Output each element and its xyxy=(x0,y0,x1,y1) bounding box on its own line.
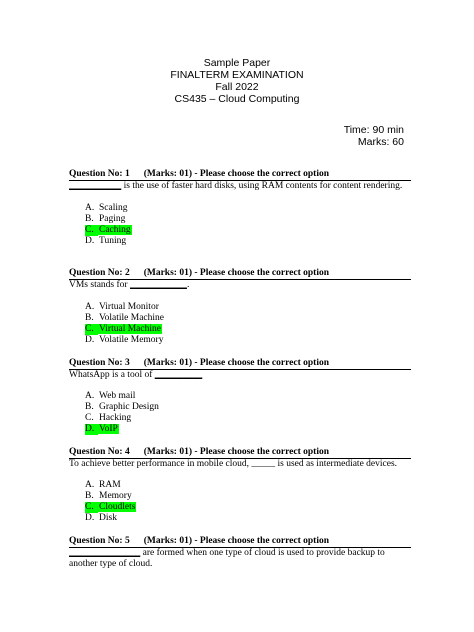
question-5-text: _______________ are formed when one type of cloud is used to provide backup to another type of cloud. xyxy=(69,548,385,569)
answer-blank: _______________ xyxy=(69,548,141,558)
question-4-option-d[interactable]: D. Disk xyxy=(85,513,117,523)
question-3-text: WhatsApp is a tool of __________ xyxy=(69,370,203,380)
question-4-option-b[interactable]: B. Memory xyxy=(85,491,132,501)
exam-title: FINALTERM EXAMINATION xyxy=(170,69,304,81)
exam-time: Time: 90 min xyxy=(343,124,404,136)
question-3-option-c[interactable]: C. Hacking xyxy=(85,413,132,423)
question-1-text: ___________ is the use of faster hard disks, using RAM contents for content rendering. xyxy=(69,181,403,191)
question-3-option-b[interactable]: B. Graphic Design xyxy=(85,402,159,412)
question-3-option-d-selected[interactable]: D. VoIP xyxy=(85,424,118,434)
question-marks: (Marks: 01) - Please choose the correct option xyxy=(143,536,329,546)
question-4-text: To achieve better performance in mobile cloud, _____ is used as intermediate devices. xyxy=(69,459,398,469)
exam-term: Fall 2022 xyxy=(215,81,259,93)
question-1-option-c-selected[interactable]: C. Caching xyxy=(85,225,131,235)
question-number: Question No: 5 xyxy=(69,536,130,546)
paper-type-heading: Sample Paper xyxy=(203,57,271,69)
question-marks: (Marks: 01) - Please choose the correct option xyxy=(143,447,329,457)
question-1-option-a[interactable]: A. Scaling xyxy=(85,203,128,213)
question-3-option-a[interactable]: A. Web mail xyxy=(85,391,136,401)
question-1-option-b[interactable]: B. Paging xyxy=(85,214,126,224)
question-2-option-c-selected[interactable]: C. Virtual Machine xyxy=(85,324,161,334)
question-5-heading xyxy=(69,535,411,548)
course-title: CS435 – Cloud Computing xyxy=(174,93,300,105)
answer-blank: __________ xyxy=(154,370,203,380)
question-2-option-a[interactable]: A. Virtual Monitor xyxy=(85,302,159,312)
answer-blank: ___________ xyxy=(69,181,122,191)
exam-marks: Marks: 60 xyxy=(357,136,404,148)
question-2-text: VMs stands for ____________. xyxy=(69,280,190,290)
question-number: Question No: 4 xyxy=(69,447,130,457)
question-3-heading xyxy=(69,357,411,370)
question-2-heading xyxy=(69,267,411,280)
question-2-option-b[interactable]: B. Volatile Machine xyxy=(85,313,164,323)
question-number: Question No: 1 xyxy=(69,169,130,179)
question-4-option-a[interactable]: A. RAM xyxy=(85,480,121,490)
question-marks: (Marks: 01) - Please choose the correct option xyxy=(143,169,329,179)
question-2-option-d[interactable]: D. Volatile Memory xyxy=(85,335,164,345)
answer-blank: ____________ xyxy=(129,280,187,290)
question-marks: (Marks: 01) - Please choose the correct option xyxy=(143,268,329,278)
question-marks: (Marks: 01) - Please choose the correct option xyxy=(143,358,329,368)
question-number: Question No: 3 xyxy=(69,358,130,368)
question-4-option-c-selected[interactable]: C. Cloudlets xyxy=(85,502,136,512)
question-1-heading xyxy=(69,168,411,181)
question-number: Question No: 2 xyxy=(69,268,130,278)
question-1-option-d[interactable]: D. Tuning xyxy=(85,236,127,246)
question-4-heading xyxy=(69,446,411,459)
